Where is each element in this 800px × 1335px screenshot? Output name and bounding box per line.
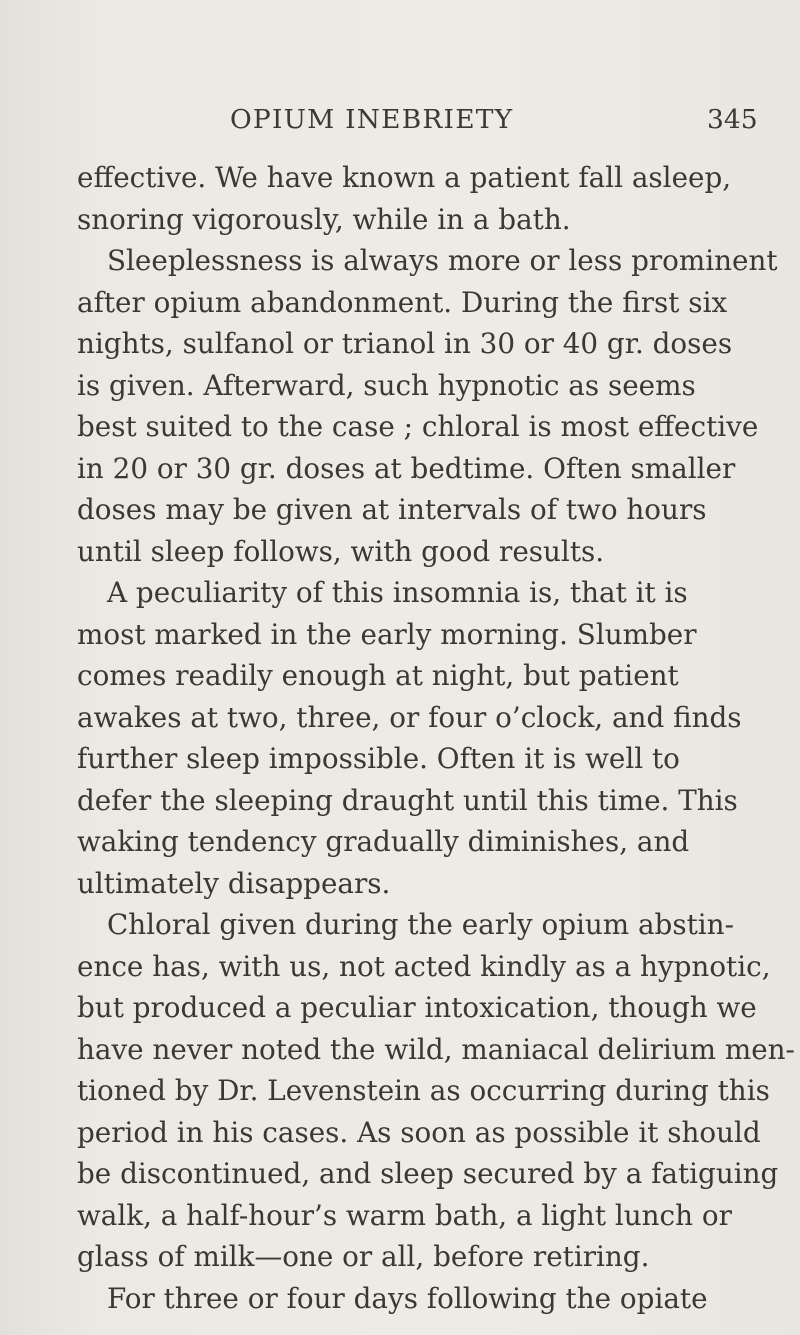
text-line: most marked in the early morning. Slumber	[77, 617, 697, 651]
text-line: waking tendency gradually diminishes, and	[77, 825, 690, 858]
text-line: but produced a peculiar intoxication, though we	[77, 991, 757, 1024]
text-line: until sleep follows, with good results.	[77, 534, 605, 568]
text-line: doses may be given at intervals of two hours	[77, 493, 707, 526]
text-line: For three or four days following the opiate	[107, 1281, 708, 1315]
text-line: further sleep impossible. Often it is well to	[77, 742, 680, 775]
text-line: tioned by Dr. Levenstein as occurring during this	[77, 1074, 770, 1107]
text-line: period in his cases. As soon as possible it should	[77, 1115, 761, 1149]
text-line: best suited to the case ; chloral is most effective	[77, 410, 759, 443]
text-line: have never noted the wild, maniacal delirium men-	[77, 1032, 795, 1066]
text-line: glass of milk—one or all, before retiring.	[77, 1240, 650, 1273]
text-line: Sleeplessness is always more or less prominent	[107, 244, 778, 277]
page-number: 345	[707, 104, 758, 135]
text-line: effective. We have known a patient fall asleep,	[77, 161, 732, 194]
text-line: A peculiarity of this insomnia is, that it is	[107, 576, 688, 609]
text-line: is given. Afterward, such hypnotic as seems	[77, 368, 696, 402]
text-line: walk, a half-hour’s warm bath, a light lunch or	[77, 1198, 732, 1232]
text-line: comes readily enough at night, but patient	[77, 659, 679, 692]
text-line: Chloral given during the early opium abstin-	[107, 908, 734, 941]
text-line: defer the sleeping draught until this time. This	[77, 783, 738, 817]
text-line: ultimately disappears.	[77, 866, 391, 900]
text-line: nights, sulfanol or trianol in 30 or 40 gr. doses	[77, 327, 733, 360]
text-line: snoring vigorously, while in a bath.	[77, 202, 571, 236]
text-line: awakes at two, three, or four o’clock, and finds	[77, 700, 742, 734]
running-title: OPIUM INEBRIETY	[230, 104, 514, 135]
text-line: be discontinued, and sleep secured by a fatiguing	[77, 1157, 779, 1190]
text-line: after opium abandonment. During the first six	[77, 285, 728, 319]
text-line: in 20 or 30 gr. doses at bedtime. Often smaller	[77, 451, 736, 485]
text-line: ence has, with us, not acted kindly as a hypnotic,	[77, 949, 771, 983]
running-head	[0, 104, 800, 144]
